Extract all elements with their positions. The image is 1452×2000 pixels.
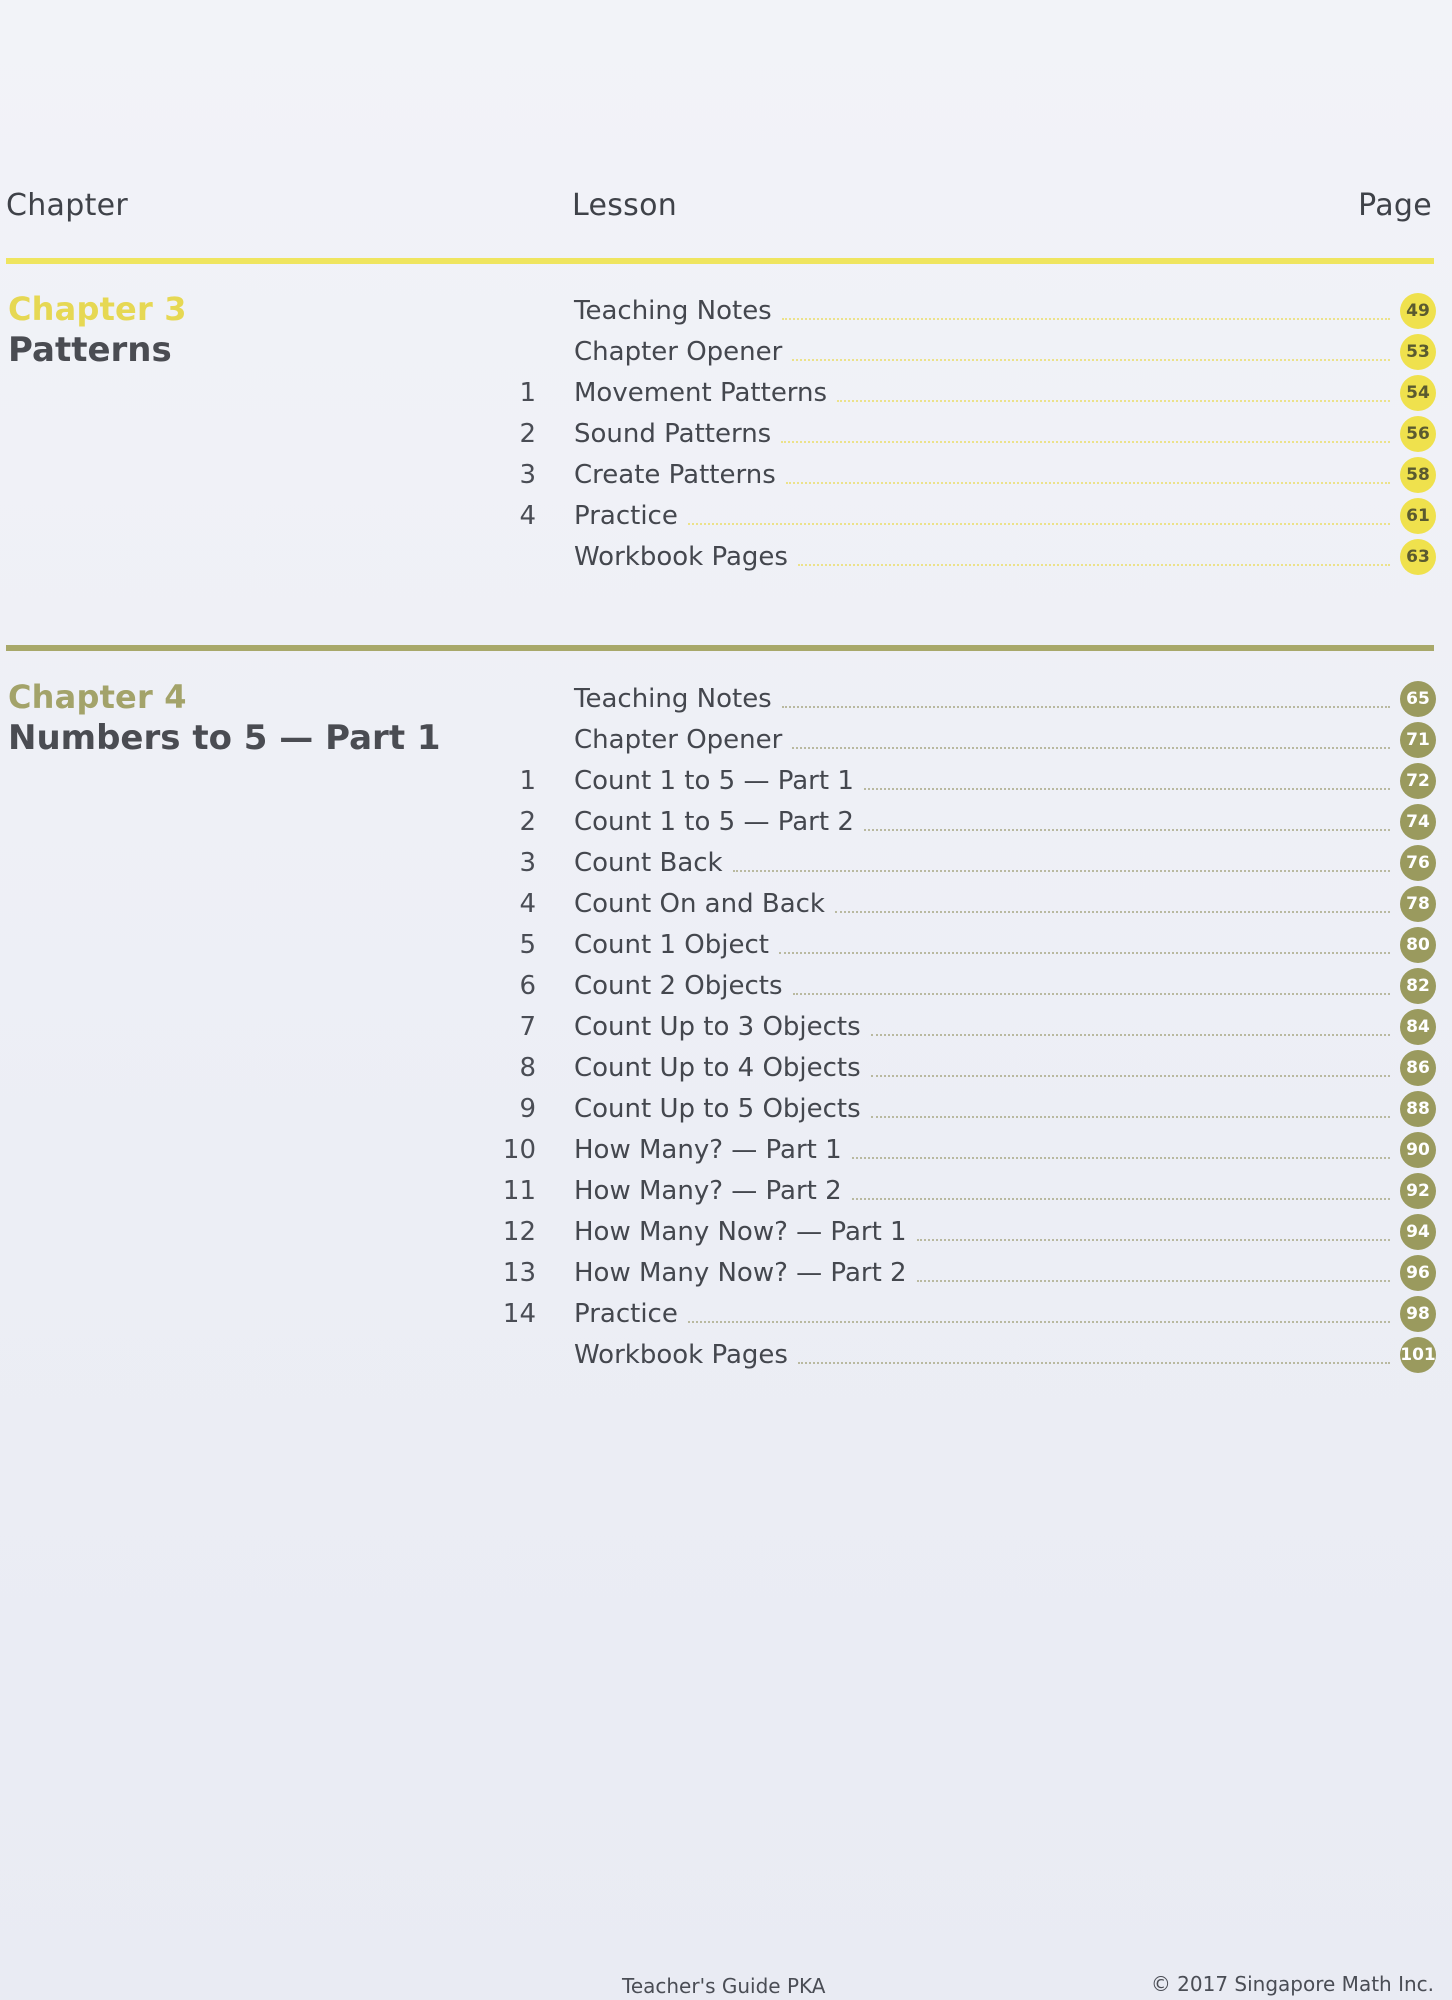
lesson-row (490, 801, 1436, 842)
page-number-badge: 74 (1400, 804, 1436, 840)
page-number-badge: 88 (1400, 1091, 1436, 1127)
lesson-number: 1 (519, 765, 536, 796)
lesson-row (490, 331, 1436, 372)
lesson-row (490, 1293, 1436, 1334)
footer-copyright: © 2017 Singapore Math Inc. (1150, 1972, 1434, 1996)
page-number-badge: 90 (1400, 1132, 1436, 1168)
chapter3-label: Chapter 3 (8, 290, 187, 328)
chapter3-divider (6, 258, 1434, 264)
page-number-badge: 58 (1400, 457, 1436, 493)
lesson-number: 3 (519, 847, 536, 878)
dot-leader (871, 1034, 1390, 1036)
lesson-row (490, 760, 1436, 801)
chapter3-lesson-list (490, 290, 1436, 577)
lesson-row (490, 924, 1436, 965)
lesson-number: 5 (519, 929, 536, 960)
dot-leader (688, 523, 1390, 525)
page-number-badge: 71 (1400, 722, 1436, 758)
lesson-title: Sound Patterns (574, 418, 772, 449)
dot-leader (837, 400, 1390, 402)
lesson-title: Count Up to 3 Objects (574, 1011, 861, 1042)
lesson-row (490, 454, 1436, 495)
page-number-badge: 56 (1400, 416, 1436, 452)
page-number-badge: 96 (1400, 1255, 1436, 1291)
lesson-number: 2 (519, 418, 536, 449)
lesson-title: Count Up to 5 Objects (574, 1093, 861, 1124)
chapter3-title: Patterns (8, 330, 172, 370)
lesson-title: Chapter Opener (574, 336, 783, 367)
lesson-row (490, 719, 1436, 760)
page-number-badge: 86 (1400, 1050, 1436, 1086)
lesson-title: Workbook Pages (574, 541, 788, 572)
dot-leader (852, 1198, 1390, 1200)
dot-leader (917, 1239, 1390, 1241)
dot-leader (792, 747, 1390, 749)
lesson-row (490, 1129, 1436, 1170)
lesson-title: Count Up to 4 Objects (574, 1052, 861, 1083)
lesson-row (490, 678, 1436, 719)
footer-book-title: Teacher's Guide PKA (622, 1974, 826, 1998)
lesson-title: Practice (574, 1298, 678, 1329)
lesson-row (490, 536, 1436, 577)
lesson-row (490, 495, 1436, 536)
chapter4-divider (6, 645, 1434, 651)
page-number-badge: 76 (1400, 845, 1436, 881)
lesson-title: Count 1 Object (574, 929, 769, 960)
lesson-number: 3 (519, 459, 536, 490)
page-number-badge: 78 (1400, 886, 1436, 922)
lesson-number: 12 (502, 1216, 536, 1247)
dot-leader (779, 952, 1390, 954)
lesson-number: 4 (519, 888, 536, 919)
dot-leader (871, 1116, 1390, 1118)
dot-leader (864, 829, 1390, 831)
lesson-title: Count 1 to 5 — Part 2 (574, 806, 854, 837)
lesson-row (490, 1211, 1436, 1252)
lesson-title: Teaching Notes (574, 683, 772, 714)
page-number-badge: 82 (1400, 968, 1436, 1004)
lesson-title: Count On and Back (574, 888, 825, 919)
dot-leader (864, 788, 1390, 790)
dot-leader (793, 993, 1390, 995)
dot-leader (782, 706, 1390, 708)
page-number-badge: 84 (1400, 1009, 1436, 1045)
lesson-title: Chapter Opener (574, 724, 783, 755)
lesson-title: How Many? — Part 1 (574, 1134, 842, 1165)
lesson-title: How Many? — Part 2 (574, 1175, 842, 1206)
lesson-row (490, 290, 1436, 331)
page-number-badge: 65 (1400, 681, 1436, 717)
lesson-row (490, 1006, 1436, 1047)
lesson-number: 1 (519, 377, 536, 408)
lesson-number: 8 (519, 1052, 536, 1083)
page-number-badge: 61 (1400, 498, 1436, 534)
lesson-row (490, 413, 1436, 454)
lesson-number: 7 (519, 1011, 536, 1042)
page-number-badge: 98 (1400, 1296, 1436, 1332)
page-number-badge: 54 (1400, 375, 1436, 411)
lesson-title: Teaching Notes (574, 295, 772, 326)
column-header-chapter: Chapter (6, 188, 129, 223)
lesson-title: Create Patterns (574, 459, 776, 490)
chapter4-title: Numbers to 5 — Part 1 (8, 718, 441, 758)
dot-leader (733, 870, 1390, 872)
lesson-row (490, 1170, 1436, 1211)
page-number-badge: 80 (1400, 927, 1436, 963)
lesson-title: How Many Now? — Part 1 (574, 1216, 907, 1247)
dot-leader (782, 318, 1390, 320)
dot-leader (786, 482, 1390, 484)
page-number-badge: 101 (1400, 1337, 1436, 1373)
dot-leader (781, 441, 1390, 443)
lesson-row (490, 883, 1436, 924)
dot-leader (688, 1321, 1390, 1323)
dot-leader (852, 1157, 1390, 1159)
dot-leader (917, 1280, 1390, 1282)
dot-leader (798, 1362, 1390, 1364)
dot-leader (835, 911, 1390, 913)
page-number-badge: 53 (1400, 334, 1436, 370)
column-header-page: Page (1358, 188, 1432, 223)
lesson-title: Count 2 Objects (574, 970, 783, 1001)
lesson-title: How Many Now? — Part 2 (574, 1257, 907, 1288)
lesson-number: 13 (502, 1257, 536, 1288)
page-number-badge: 63 (1400, 539, 1436, 575)
lesson-number: 4 (519, 500, 536, 531)
lesson-title: Count 1 to 5 — Part 1 (574, 765, 854, 796)
lesson-title: Workbook Pages (574, 1339, 788, 1370)
lesson-row (490, 842, 1436, 883)
page-number-badge: 92 (1400, 1173, 1436, 1209)
lesson-title: Practice (574, 500, 678, 531)
lesson-number: 10 (502, 1134, 536, 1165)
dot-leader (798, 564, 1390, 566)
page-number-badge: 49 (1400, 293, 1436, 329)
page-number-badge: 94 (1400, 1214, 1436, 1250)
lesson-number: 9 (519, 1093, 536, 1124)
lesson-row (490, 965, 1436, 1006)
column-header-lesson: Lesson (572, 188, 678, 223)
lesson-number: 14 (502, 1298, 536, 1329)
lesson-number: 11 (502, 1175, 536, 1206)
lesson-number: 6 (519, 970, 536, 1001)
lesson-row (490, 1047, 1436, 1088)
lesson-row (490, 1252, 1436, 1293)
lesson-row (490, 1334, 1436, 1375)
lesson-row (490, 372, 1436, 413)
dot-leader (792, 359, 1390, 361)
chapter4-lesson-list (490, 678, 1436, 1375)
lesson-number: 2 (519, 806, 536, 837)
page-number-badge: 72 (1400, 763, 1436, 799)
dot-leader (871, 1075, 1390, 1077)
chapter4-label: Chapter 4 (8, 678, 187, 716)
lesson-title: Movement Patterns (574, 377, 828, 408)
lesson-row (490, 1088, 1436, 1129)
lesson-title: Count Back (574, 847, 723, 878)
